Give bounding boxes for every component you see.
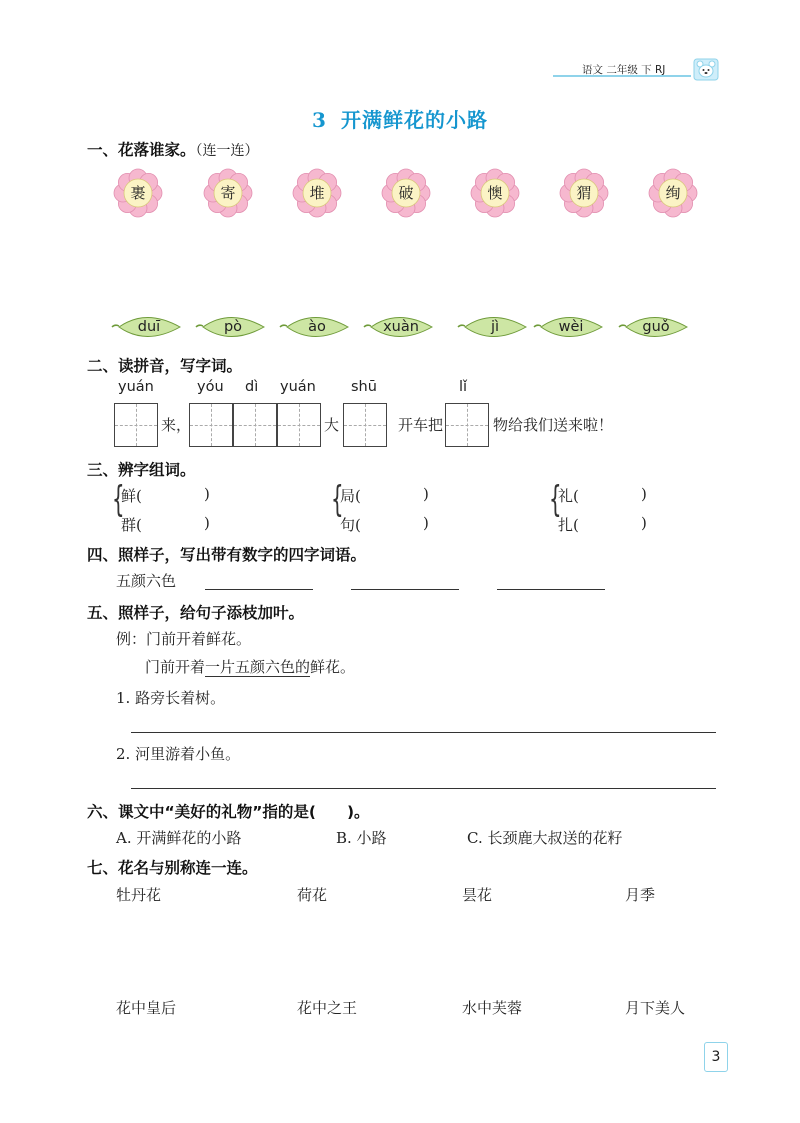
- question-1: 1. 路旁长着树。: [116, 689, 226, 707]
- char-item: 扎(: [558, 516, 579, 534]
- pinyin-label: dì: [245, 379, 259, 395]
- answer-line[interactable]: [205, 589, 313, 590]
- char-item: 鲜(: [121, 487, 142, 505]
- flower-card[interactable]: [203, 168, 253, 218]
- leaf-card[interactable]: [617, 312, 689, 342]
- leaf-pinyin: wèi: [558, 319, 584, 335]
- flower-char: 绚: [665, 184, 681, 202]
- flower-card[interactable]: [470, 168, 520, 218]
- flower-card[interactable]: [292, 168, 342, 218]
- flower-char: 破: [398, 184, 414, 202]
- flower-char: 裹: [130, 184, 146, 202]
- flower-char: 懊: [487, 184, 503, 202]
- page-number: 3: [704, 1042, 728, 1072]
- paren-close: ): [641, 514, 647, 532]
- underlined-phrase: 一片五颜六色的: [205, 658, 311, 676]
- option-a[interactable]: A. 开满鲜花的小路: [116, 829, 242, 847]
- pinyin-label: yóu: [197, 379, 224, 395]
- example-sentence: 例：门前开着鲜花。: [116, 630, 252, 648]
- section-6-heading: 六、课文中“美好的礼物”指的是( )。: [87, 803, 370, 821]
- pinyin-label: yuán: [280, 379, 316, 395]
- flower-char: 猬: [576, 184, 592, 202]
- flower-name[interactable]: 昙花: [462, 886, 493, 904]
- flower-name[interactable]: 牡丹花: [116, 886, 162, 904]
- pinyin-label: lǐ: [459, 379, 468, 395]
- flower-card[interactable]: [648, 168, 698, 218]
- writing-box[interactable]: [189, 403, 233, 447]
- leaf-pinyin: xuàn: [383, 319, 419, 335]
- sentence-fragment: 物给我们送来啦！: [493, 416, 614, 434]
- flower-card[interactable]: [113, 168, 163, 218]
- section-7-heading: 七、花名与别称连一连。: [87, 859, 258, 877]
- char-item: 礼(: [558, 487, 579, 505]
- brace: {: [112, 479, 125, 520]
- brace: {: [549, 479, 562, 520]
- paren-close: ): [204, 514, 210, 532]
- lesson-title: 开满鲜花的小路: [340, 108, 488, 132]
- leaf-pinyin: jì: [490, 319, 500, 335]
- pinyin-label: shū: [351, 379, 377, 395]
- leaf-pinyin: guǒ: [642, 319, 670, 335]
- paren-close: ): [423, 514, 429, 532]
- section-5-heading: 五、照样子，给句子添枝加叶。: [87, 604, 305, 622]
- flower-alias[interactable]: 月下美人: [625, 999, 686, 1017]
- writing-box[interactable]: [114, 403, 158, 447]
- paren-close: ): [641, 485, 647, 503]
- flower-alias[interactable]: 花中皇后: [116, 999, 177, 1017]
- section-4-heading: 四、照样子，写出带有数字的四字词语。: [87, 546, 367, 564]
- char-item: 局(: [340, 487, 361, 505]
- char-item: 群(: [121, 516, 142, 534]
- section-2-heading: 二、读拼音，写字词。: [87, 357, 243, 375]
- sentence-fragment: 开车把: [398, 416, 444, 434]
- leaf-pinyin: pò: [223, 319, 243, 335]
- question-2: 2. 河里游着小鱼。: [116, 745, 241, 763]
- leaf-pinyin: ào: [308, 319, 326, 335]
- paren-close: ): [204, 485, 210, 503]
- flower-card[interactable]: [381, 168, 431, 218]
- option-b[interactable]: B. 小路: [336, 829, 387, 847]
- flower-name[interactable]: 荷花: [297, 886, 328, 904]
- bear-logo-icon: [693, 56, 719, 82]
- flower-alias[interactable]: 花中之王: [297, 999, 358, 1017]
- leaf-card[interactable]: [532, 312, 604, 342]
- flower-char: 堆: [309, 184, 325, 202]
- flower-char: 寄: [220, 184, 236, 202]
- sentence-fragment: 来，: [161, 416, 192, 434]
- leaf-card[interactable]: [110, 312, 182, 342]
- page-title: [0, 104, 800, 133]
- writing-box[interactable]: [233, 403, 277, 447]
- example-expanded: 门前开着一片五颜六色的鲜花。: [145, 658, 356, 676]
- writing-box[interactable]: [277, 403, 321, 447]
- writing-box[interactable]: [445, 403, 489, 447]
- flower-alias[interactable]: 水中芙蓉: [462, 999, 523, 1017]
- char-item: 句(: [340, 516, 361, 534]
- pinyin-label: yuán: [118, 379, 154, 395]
- flower-name[interactable]: 月季: [625, 886, 656, 904]
- brace: {: [331, 479, 344, 520]
- section-1-heading: 一、花落谁家。（连一连）: [87, 141, 259, 159]
- flower-card[interactable]: [559, 168, 609, 218]
- answer-line[interactable]: [131, 788, 716, 789]
- leaf-card[interactable]: [278, 312, 350, 342]
- leaf-pinyin: duī: [137, 319, 161, 335]
- example-word: 五颜六色: [116, 572, 177, 590]
- header-label: 语文 二年级 下 RJ: [582, 64, 666, 76]
- section-3-heading: 三、辨字组词。: [87, 461, 196, 479]
- leaf-card[interactable]: [456, 312, 528, 342]
- answer-line[interactable]: [351, 589, 459, 590]
- leaf-card[interactable]: [194, 312, 266, 342]
- option-c[interactable]: C. 长颈鹿大叔送的花籽: [467, 829, 623, 847]
- paren-close: ): [423, 485, 429, 503]
- writing-box[interactable]: [343, 403, 387, 447]
- lesson-number: 3: [312, 108, 327, 132]
- leaf-card[interactable]: [362, 312, 434, 342]
- sentence-fragment: 大: [324, 416, 340, 434]
- answer-line[interactable]: [131, 732, 716, 733]
- answer-line[interactable]: [497, 589, 605, 590]
